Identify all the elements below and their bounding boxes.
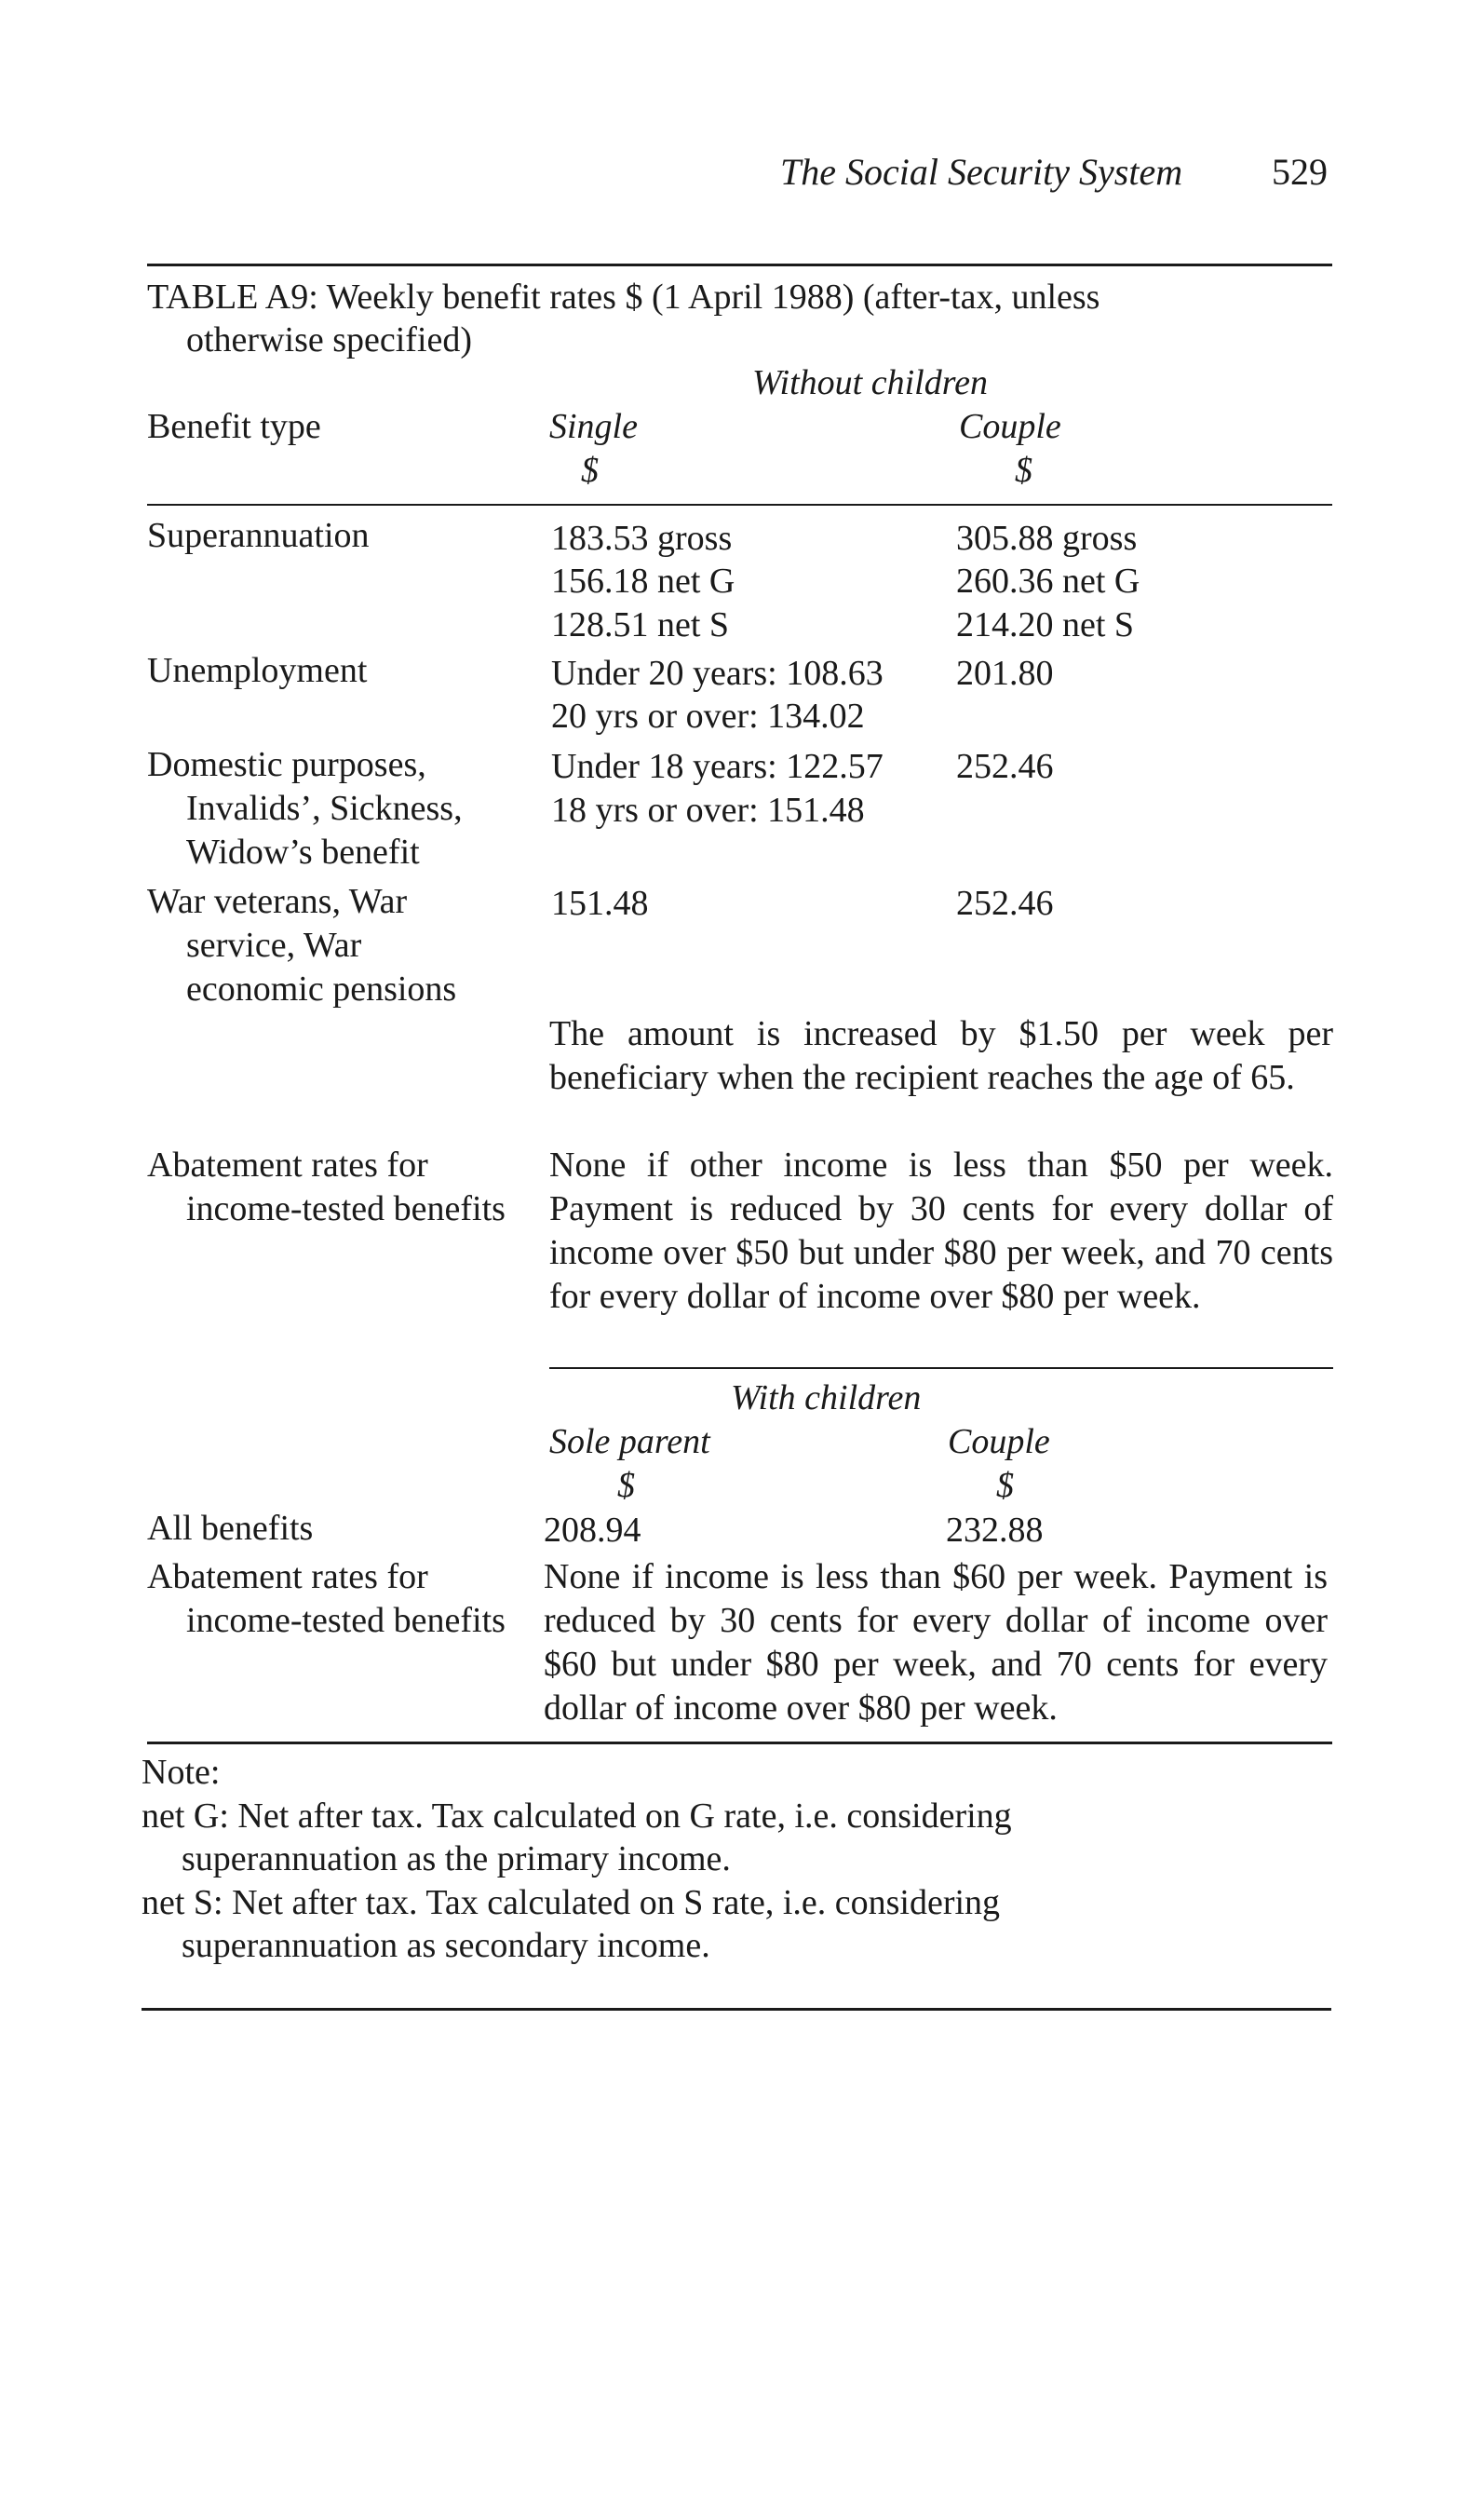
row-label-war-3: economic pensions <box>186 969 457 1009</box>
abatement-with-children-label-2: income-tested benefits <box>186 1601 506 1640</box>
table-caption-line1: TABLE A9: Weekly benefit rates $ (1 April 1988) (after-tax, unless <box>147 278 1100 317</box>
header-rule <box>147 504 1332 506</box>
abatement-label-2: income-tested benefits <box>186 1189 506 1228</box>
group-label-without-children: Without children <box>752 363 988 402</box>
all-benefits-couple: 232.88 <box>946 1511 1044 1550</box>
with-children-rule <box>549 1367 1333 1369</box>
table-bottom-rule <box>147 1742 1332 1744</box>
unemployment-single-20-over: 20 yrs or over: 134.02 <box>551 697 865 736</box>
group-label-with-children: With children <box>731 1378 922 1417</box>
col-header-couple: Couple <box>959 407 1061 446</box>
abatement-text-without-children: None if other income is less than $50 per week. Payment is reduced by 30 cents for every dollar of income over $50 but under $80 per week, and 70 cents for every dollar of income over $80 per week. <box>549 1146 1333 1316</box>
unit-single: $ <box>581 451 599 490</box>
row-label-superannuation: Superannuation <box>147 516 370 555</box>
row-label-all-benefits: All benefits <box>147 1509 314 1548</box>
row-label-war-2: service, War <box>186 926 362 965</box>
unemployment-single-under-20: Under 20 years: 108.63 <box>551 654 884 693</box>
note-net-g-line2: superannuation as the primary income. <box>182 1839 731 1878</box>
table-top-rule <box>147 264 1332 266</box>
superannuation-single-net-s: 128.51 net S <box>551 605 730 644</box>
abatement-label-1: Abatement rates for <box>147 1146 428 1185</box>
unit-couple: $ <box>1015 451 1032 490</box>
superannuation-single-gross: 183.53 gross <box>551 519 733 558</box>
superannuation-couple-net-s: 214.20 net S <box>956 605 1135 644</box>
note-net-g-line1: net G: Net after tax. Tax calculated on G rate, i.e. considering <box>142 1796 1012 1836</box>
unit-couple-with-children: $ <box>996 1466 1014 1505</box>
abatement-text-with-children: None if income is less than $60 per week. Payment is reduced by 30 cents for every dollar of income over $60 but under $80 per week, and 70 cents for every dollar of income over $80 per week. <box>544 1557 1328 1728</box>
col-header-sole-parent: Sole parent <box>549 1422 710 1461</box>
note-net-s-line2: superannuation as secondary income. <box>182 1926 710 1965</box>
domestic-couple: 252.46 <box>956 747 1054 786</box>
all-benefits-sole: 208.94 <box>544 1511 641 1550</box>
row-label-domestic-3: Widow’s benefit <box>186 833 420 872</box>
superannuation-single-net-g: 156.18 net G <box>551 562 735 601</box>
table-caption-line2: otherwise specified) <box>186 320 473 359</box>
unemployment-couple: 201.80 <box>956 654 1054 693</box>
war-single: 151.48 <box>551 884 649 923</box>
superannuation-couple-gross: 305.88 gross <box>956 519 1138 558</box>
superannuation-couple-net-g: 260.36 net G <box>956 562 1140 601</box>
row-label-unemployment: Unemployment <box>147 651 368 690</box>
domestic-single-18-over: 18 yrs or over: 151.48 <box>551 791 865 830</box>
page-number: 529 <box>1272 151 1328 193</box>
domestic-single-under-18: Under 18 years: 122.57 <box>551 747 884 786</box>
unit-sole-parent: $ <box>617 1466 635 1505</box>
note-net-s-line1: net S: Net after tax. Tax calculated on S rate, i.e. considering <box>142 1883 1001 1922</box>
war-couple: 252.46 <box>956 884 1054 923</box>
notes-bottom-rule <box>142 2008 1331 2011</box>
abatement-with-children-label-1: Abatement rates for <box>147 1557 428 1596</box>
row-label-domestic-2: Invalids’, Sickness, <box>186 789 463 828</box>
row-label-war-1: War veterans, War <box>147 882 408 921</box>
col-header-benefit-type: Benefit type <box>147 407 321 446</box>
col-header-couple-with-children: Couple <box>948 1422 1050 1461</box>
note-heading: Note: <box>142 1753 221 1792</box>
running-title: The Social Security System <box>780 151 1183 193</box>
row-label-domestic-1: Domestic purposes, <box>147 745 426 784</box>
col-header-single: Single <box>549 407 638 446</box>
age-increase-note: The amount is increased by $1.50 per week per beneficiary when the recipient reaches the age of 65. <box>549 1014 1333 1097</box>
